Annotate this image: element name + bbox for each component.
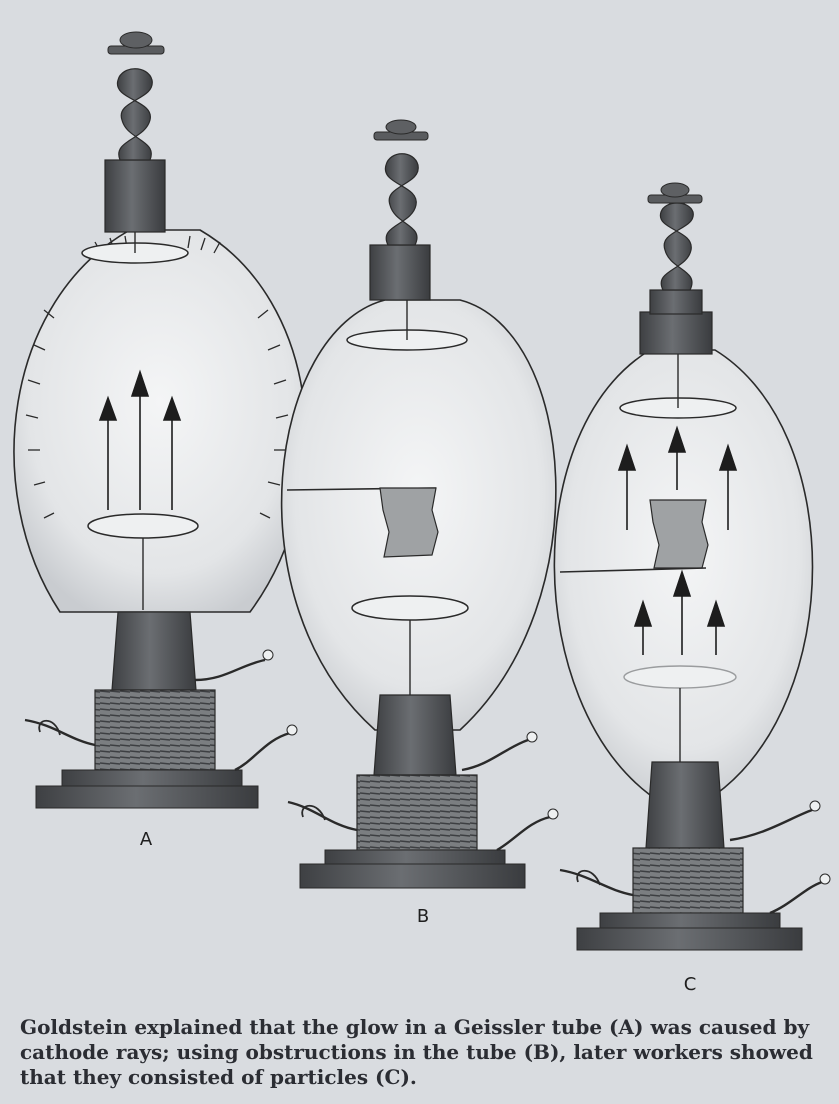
glass-bulb bbox=[14, 230, 306, 612]
figure-caption: Goldstein explained that the glow in a Geissler tube (A) was caused by cathode rays; using obstructions in the tube (B), later workers showed that they consisted of particles (C). bbox=[20, 1015, 813, 1089]
cathode-disc bbox=[88, 514, 198, 538]
top-cap bbox=[105, 32, 165, 232]
tube-a-label: A bbox=[139, 829, 153, 850]
tube-b bbox=[282, 120, 558, 927]
tube-b-label: B bbox=[416, 906, 430, 927]
induction-coil bbox=[95, 690, 215, 770]
cathode-disc bbox=[352, 596, 468, 620]
cathode-disc bbox=[624, 666, 736, 688]
induction-coil bbox=[357, 775, 477, 850]
obstruction-plate bbox=[380, 488, 438, 557]
obstruction-plate bbox=[650, 500, 708, 568]
top-cap bbox=[370, 120, 430, 300]
tube-c bbox=[554, 183, 830, 995]
induction-coil bbox=[633, 848, 743, 913]
top-cap bbox=[640, 183, 712, 354]
tube-c-label: C bbox=[683, 974, 697, 995]
tube-a bbox=[14, 32, 306, 850]
